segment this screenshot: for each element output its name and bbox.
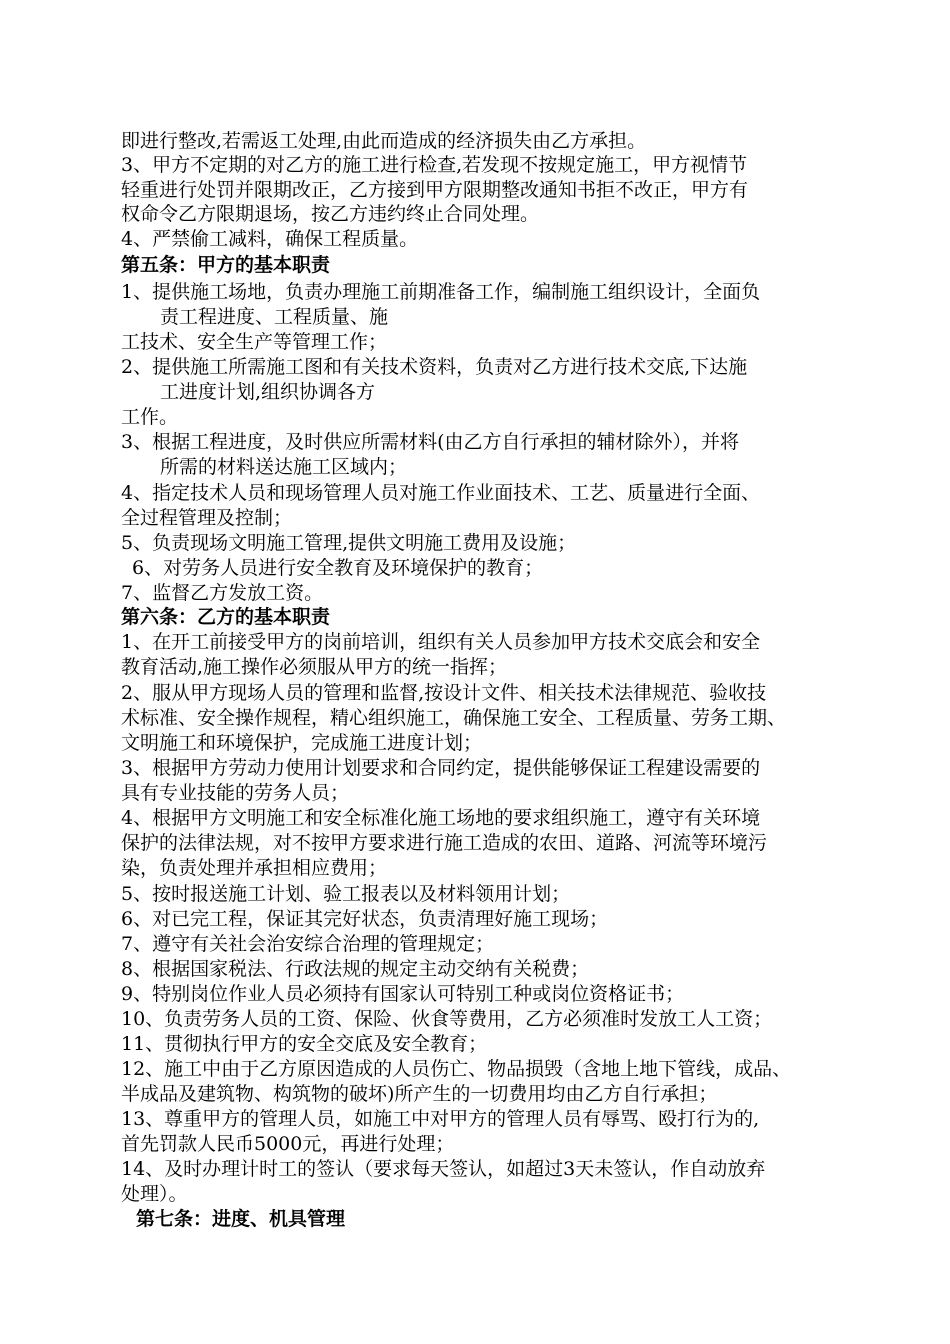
text-line: 即进行整改,若需返工处理,由此而造成的经济损失由乙方承担。: [121, 130, 647, 152]
text-line: 6、对已完工程，保证其完好状态，负责清理好施工现场；: [121, 908, 609, 930]
text-line: 1、在开工前接受甲方的岗前培训，组织有关人员参加甲方技术交底会和安全: [121, 631, 761, 653]
text-line: 1、提供施工场地，负责办理施工前期准备工作，编制施工组织设计，全面负: [121, 281, 761, 303]
text-line: 7、遵守有关社会治安综合治理的管理规定；: [121, 933, 495, 955]
text-line: 文明施工和环境保护，完成施工进度计划；: [121, 732, 483, 754]
text-line: 全过程管理及控制；: [121, 507, 293, 529]
section-heading-7: 第七条：进度、机具管理: [136, 1208, 346, 1230]
section-heading-6: 第六条：乙方的基本职责: [121, 606, 331, 628]
text-line: 染，负责处理并承担相应费用；: [121, 857, 388, 879]
text-line: 8、根据国家税法、行政法规的规定主动交纳有关税费；: [121, 958, 590, 980]
text-line: 10、负责劳务人员的工资、保险、伙食等费用，乙方必须准时发放工人工资；: [121, 1008, 773, 1030]
text-line: 术标准、安全操作规程，精心组织施工，确保施工安全、工程质量、劳务工期、: [121, 707, 787, 729]
text-line: 4、根据甲方文明施工和安全标准化施工场地的要求组织施工，遵守有关环境: [121, 807, 761, 829]
text-line: 12、施工中由于乙方原因造成的人员伤亡、物品损毁（含地上地下管线，成品、: [121, 1058, 792, 1080]
text-line: 6、对劳务人员进行安全教育及环境保护的教育；: [132, 557, 544, 579]
text-line: 处理）。: [121, 1183, 188, 1205]
text-line: 13、尊重甲方的管理人员，如施工中对甲方的管理人员有辱骂、殴打行为的,: [121, 1108, 760, 1130]
text-line: 2、提供施工所需施工图和有关技术资料，负责对乙方进行技术交底,下达施: [121, 356, 748, 378]
text-line: 半成品及建筑物、构筑物的破坏)所产生的一切费用均由乙方自行承担；: [121, 1083, 718, 1105]
text-line: 保护的法律法规，对不按甲方要求进行施工造成的农田、道路、河流等环境污: [121, 832, 768, 854]
text-line: 教育活动,施工操作必须服从甲方的统一指挥；: [121, 656, 508, 678]
section-heading-5: 第五条：甲方的基本职责: [121, 254, 331, 276]
text-line: 权命令乙方限期退场，按乙方违约终止合同处理。: [121, 203, 540, 225]
text-line: 工技术、安全生产等管理工作；: [121, 331, 388, 353]
text-line: 首先罚款人民币5000元，再进行处理；: [121, 1133, 455, 1155]
text-line: 所需的材料送达施工区域内；: [160, 456, 408, 478]
text-line: 5、负责现场文明施工管理,提供文明施工费用及设施；: [121, 532, 577, 554]
text-line: 2、服从甲方现场人员的管理和监督,按设计文件、相关技术法律规范、验收技: [121, 682, 767, 704]
text-line: 轻重进行处罚并限期改正，乙方接到甲方限期整改通知书拒不改正，甲方有: [121, 179, 749, 201]
text-line: 工进度计划,组织协调各方: [160, 381, 376, 403]
text-line: 7、监督乙方发放工资。: [121, 582, 324, 604]
text-line: 工作。: [121, 406, 179, 428]
text-line: 9、特别岗位作业人员必须持有国家认可特别工种或岗位资格证书；: [121, 983, 685, 1005]
text-line: 14、及时办理计时工的签认（要求每天签认，如超过3天未签认，作自动放弃: [121, 1158, 766, 1180]
text-line: 4、严禁偷工减料，确保工程质量。: [121, 228, 419, 250]
text-line: 责工程进度、工程质量、施: [160, 306, 389, 328]
text-line: 3、甲方不定期的对乙方的施工进行检查,若发现不按规定施工，甲方视情节: [121, 154, 748, 176]
text-line: 5、按时报送施工计划、验工报表以及材料领用计划；: [121, 883, 571, 905]
text-line: 具有专业技能的劳务人员；: [121, 782, 350, 804]
text-line: 11、贯彻执行甲方的安全交底及安全教育；: [121, 1033, 488, 1055]
text-line: 4、指定技术人员和现场管理人员对施工作业面技术、工艺、质量进行全面、: [121, 482, 761, 504]
text-line: 3、根据工程进度，及时供应所需材料(由乙方自行承担的辅材除外），并将: [121, 431, 740, 453]
text-line: 3、根据甲方劳动力使用计划要求和合同约定，提供能够保证工程建设需要的: [121, 757, 761, 779]
